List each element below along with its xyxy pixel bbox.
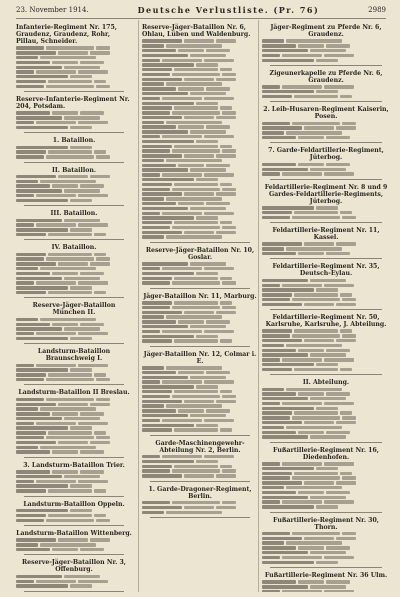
casualty-entry-line	[16, 484, 132, 487]
casualty-entry-line	[16, 180, 132, 183]
casualty-entry-line	[262, 580, 390, 583]
section-divider	[270, 142, 382, 143]
casualty-entry-line	[142, 39, 258, 42]
casualty-entry-line	[16, 277, 132, 280]
casualty-entry-line	[262, 561, 390, 564]
casualty-entry-line	[262, 431, 390, 434]
casualty-entry-line	[262, 349, 390, 352]
casualty-entry-line	[262, 168, 390, 171]
section-divider	[150, 435, 250, 436]
casualty-entry-line	[262, 368, 390, 371]
casualty-entry-line	[142, 178, 258, 181]
casualty-entry-line	[16, 318, 132, 321]
casualty-entry-line	[142, 116, 258, 119]
casualty-entry-line	[262, 585, 390, 588]
casualty-entry-line	[262, 546, 390, 549]
casualty-entry-line	[16, 121, 132, 124]
casualty-entry-line	[16, 155, 132, 158]
section-divider	[24, 205, 124, 206]
casualty-entry-line	[16, 184, 132, 187]
section-divider	[270, 567, 382, 568]
casualty-entry-line	[16, 417, 132, 420]
casualty-entry-line	[16, 548, 132, 551]
casualty-entry-line	[142, 301, 258, 304]
section-divider	[270, 222, 382, 223]
section-heading: Landsturm-Bataillon Wittenberg.	[16, 530, 132, 537]
casualty-entry-line	[262, 59, 390, 62]
casualty-entry-line	[262, 500, 390, 503]
casualty-entry-line	[262, 416, 390, 419]
casualty-entry-line	[16, 199, 132, 202]
section-divider	[24, 343, 124, 344]
column-2	[138, 20, 258, 592]
casualty-entry-line	[142, 281, 258, 284]
casualty-entry-line	[16, 470, 132, 473]
casualty-entry-line	[142, 390, 258, 393]
casualty-entry-line	[16, 398, 132, 401]
casualty-entry-line	[142, 111, 258, 114]
section-divider	[270, 179, 382, 180]
casualty-entry-line	[16, 426, 132, 429]
section-divider	[270, 65, 382, 66]
casualty-entry-line	[142, 511, 258, 514]
casualty-entry-line	[142, 102, 258, 105]
casualty-entry-line	[142, 306, 258, 309]
section-heading: Reserve-Jäger-Bataillon München II.	[32, 302, 116, 317]
casualty-entry-line	[262, 298, 390, 301]
casualty-entry-line	[142, 73, 258, 76]
casualty-entry-line	[262, 131, 390, 134]
casualty-entry-line	[16, 364, 132, 367]
casualty-entry-line	[142, 267, 258, 270]
section-heading: 1. Bataillon.	[52, 137, 96, 145]
section-heading: Feldartillerie-Regiment Nr. 11, Kassel.	[272, 227, 380, 242]
casualty-entry-line	[16, 116, 132, 119]
casualty-entry-line	[16, 378, 132, 381]
section-divider	[24, 162, 124, 163]
casualty-entry-line	[142, 277, 258, 280]
casualty-entry-line	[262, 402, 390, 405]
header-page-number: 2989	[368, 6, 386, 14]
section-divider	[24, 525, 124, 526]
casualty-entry-line	[142, 44, 258, 47]
casualty-entry-line	[262, 216, 390, 219]
section-heading: III. Bataillon.	[50, 210, 98, 218]
casualty-entry-line	[16, 373, 132, 376]
section-heading: Landsturm-Bataillon II Breslau.	[18, 389, 130, 397]
casualty-entry-line	[142, 183, 258, 186]
casualty-entry-line	[142, 212, 258, 215]
casualty-entry-line	[16, 580, 132, 583]
section-heading: Infanterie-Regiment Nr. 175, Graudenz, Graudenz, Rohr, Pillau, Schneider.	[16, 24, 117, 45]
casualty-entry-line	[142, 235, 258, 238]
casualty-entry-line	[262, 247, 390, 250]
casualty-entry-line	[16, 337, 132, 340]
section-heading: 7. Garde-Feldartillerie-Regiment, Jüterbog.	[268, 147, 384, 162]
casualty-entry-line	[262, 44, 390, 47]
casualty-entry-line	[16, 111, 132, 114]
casualty-entry-line	[142, 400, 258, 403]
casualty-entry-line	[142, 460, 258, 463]
casualty-entry-line	[262, 90, 390, 93]
casualty-entry-line	[142, 221, 258, 224]
casualty-entry-line	[262, 288, 390, 291]
section-heading: IV. Bataillon.	[51, 244, 97, 252]
casualty-entry-line	[142, 395, 258, 398]
casualty-entry-line	[16, 66, 132, 69]
casualty-entry-line	[16, 543, 132, 546]
section-divider	[270, 258, 382, 259]
casualty-entry-line	[262, 388, 390, 391]
casualty-entry-line	[262, 556, 390, 559]
casualty-entry-line	[16, 257, 132, 260]
casualty-entry-line	[262, 172, 390, 175]
casualty-entry-line	[142, 168, 258, 171]
casualty-entry-line	[142, 159, 258, 162]
casualty-entry-line	[262, 472, 390, 475]
casualty-entry-line	[262, 486, 390, 489]
section-heading: Jäger-Bataillon Nr. 12, Colmar i. E.	[143, 350, 257, 365]
casualty-entry-line	[142, 54, 258, 57]
casualty-entry-line	[262, 435, 390, 438]
section-divider	[270, 374, 382, 375]
section-heading: II. Abteilung.	[302, 379, 350, 387]
casualty-entry-line	[142, 59, 258, 62]
casualty-entry-line	[142, 311, 258, 314]
section-divider	[150, 481, 250, 482]
casualty-entry-line	[16, 85, 132, 88]
casualty-entry-line	[142, 188, 258, 191]
casualty-entry-line	[262, 353, 390, 356]
casualty-entry-line	[16, 286, 132, 289]
casualty-entry-line	[262, 85, 390, 88]
casualty-entry-line	[262, 541, 390, 544]
section-heading: Zigeunerkapelle zu Pferde Nr. 6, Graudenz.	[269, 69, 383, 84]
casualty-entry-line	[142, 380, 258, 383]
casualty-entry-line	[16, 175, 132, 178]
casualty-entry-line	[142, 78, 258, 81]
casualty-entry-line	[142, 145, 258, 148]
casualty-entry-line	[262, 505, 390, 508]
casualty-entry-line	[142, 130, 258, 133]
casualty-entry-line	[142, 320, 258, 323]
casualty-entry-line	[262, 411, 390, 414]
section-divider	[24, 239, 124, 240]
section-heading: Garde-Maschinengewehr-Abteilung Nr. 2, Berlin.	[155, 439, 245, 454]
casualty-entry-line	[262, 551, 390, 554]
column-1	[16, 20, 132, 592]
casualty-entry-line	[262, 293, 390, 296]
casualty-entry-line	[142, 376, 258, 379]
casualty-entry-line	[142, 325, 258, 328]
casualty-entry-line	[262, 496, 390, 499]
casualty-entry-line	[142, 371, 258, 374]
casualty-entry-line	[262, 491, 390, 494]
casualty-entry-line	[262, 252, 390, 255]
casualty-entry-line	[262, 344, 390, 347]
casualty-entry-line	[262, 49, 390, 52]
casualty-entry-line	[262, 95, 390, 98]
casualty-entry-line	[142, 106, 258, 109]
casualty-entry-line	[16, 126, 132, 129]
casualty-entry-line	[16, 431, 132, 434]
casualty-entry-line	[142, 339, 258, 342]
casualty-entry-line	[262, 163, 390, 166]
casualty-entry-line	[16, 228, 132, 231]
casualty-entry-line	[142, 385, 258, 388]
casualty-entry-line	[142, 315, 258, 318]
section-heading: Fußartillerie-Regiment Nr. 36 Ulm.	[264, 572, 388, 579]
casualty-entry-line	[142, 409, 258, 412]
casualty-entry-line	[262, 392, 390, 395]
casualty-entry-line	[142, 506, 258, 509]
casualty-entry-line	[16, 519, 132, 522]
section-divider	[150, 346, 250, 347]
casualty-entry-line	[16, 509, 132, 512]
casualty-entry-line	[262, 329, 390, 332]
casualty-entry-line	[262, 476, 390, 479]
section-heading: Landsturm-Bataillon Oppeln.	[23, 500, 125, 508]
casualty-entry-line	[262, 421, 390, 424]
header-title: Deutsche Verlustliste. (Pr. 76)	[137, 5, 320, 15]
casualty-entry-line	[16, 61, 132, 64]
section-divider	[270, 442, 382, 443]
casualty-entry-line	[16, 475, 132, 478]
casualty-entry-line	[142, 216, 258, 219]
casualty-entry-line	[142, 419, 258, 422]
casualty-entry-line	[262, 284, 390, 287]
casualty-entry-line	[16, 80, 132, 83]
section-heading: Feldartillerie-Regiment Nr. 8 und 9 Gardes-Feldartillerie-Regiments, Jüterbog.	[264, 183, 388, 205]
casualty-entry-line	[262, 462, 390, 465]
casualty-entry-line	[262, 339, 390, 342]
casualty-entry-line	[262, 407, 390, 410]
section-divider	[24, 297, 124, 298]
section-divider	[24, 384, 124, 385]
casualty-entry-line	[142, 465, 258, 468]
section-heading: 2. Leib-Husaren-Regiment Kaiserin, Posen.	[263, 106, 389, 121]
casualty-entry-line	[142, 125, 258, 128]
casualty-entry-line	[142, 197, 258, 200]
casualty-entry-line	[16, 584, 132, 587]
casualty-entry-line	[16, 323, 132, 326]
casualty-entry-line	[142, 501, 258, 504]
section-divider	[24, 132, 124, 133]
section-heading: 3. Landsturm-Bataillon Trier.	[23, 461, 125, 469]
casualty-entry-line	[142, 164, 258, 167]
casualty-entry-line	[142, 262, 258, 265]
casualty-entry-line	[16, 327, 132, 330]
casualty-entry-line	[262, 467, 390, 470]
casualty-entry-line	[16, 267, 132, 270]
casualty-entry-line	[16, 253, 132, 256]
casualty-entry-line	[142, 149, 258, 152]
casualty-entry-line	[16, 150, 132, 153]
casualty-entry-line	[16, 412, 132, 415]
casualty-entry-line	[16, 223, 132, 226]
casualty-entry-line	[16, 446, 132, 449]
casualty-entry-line	[16, 262, 132, 265]
casualty-entry-line	[262, 334, 390, 337]
section-heading: Jäger-Bataillon Nr. 11, Marburg.	[143, 292, 257, 300]
casualty-entry-line	[262, 426, 390, 429]
casualty-entry-line	[142, 272, 258, 275]
casualty-entry-line	[142, 49, 258, 52]
casualty-entry-line	[142, 414, 258, 417]
casualty-entry-line	[262, 206, 390, 209]
section-divider	[24, 91, 124, 92]
casualty-entry-line	[16, 480, 132, 483]
casualty-entry-line	[16, 291, 132, 294]
section-heading: Feldartillerie-Regiment Nr. 35, Deutsch-Eylau.	[272, 263, 380, 278]
casualty-entry-line	[262, 126, 390, 129]
casualty-entry-line	[262, 532, 390, 535]
casualty-entry-line	[16, 422, 132, 425]
casualty-entry-line	[262, 279, 390, 282]
casualty-entry-line	[142, 68, 258, 71]
section-heading: Feldartillerie-Regiment Nr. 50, Karlsruhe, Karlsruhe, J. Abteilung.	[265, 314, 387, 329]
section-heading: Jäger-Regiment zu Pferde Nr. 6, Graudenz.	[270, 24, 382, 38]
section-heading: Reserve-Jäger-Bataillon Nr. 6, Ohlau, Lüben und Waldenburg.	[142, 24, 251, 38]
page-header	[16, 4, 386, 19]
section-divider	[270, 309, 382, 310]
header-date: 23. November 1914.	[16, 6, 89, 14]
casualty-entry-line	[142, 192, 258, 195]
column-3	[258, 20, 390, 592]
casualty-entry-line	[16, 194, 132, 197]
casualty-entry-line	[16, 75, 132, 78]
casualty-entry-line	[142, 226, 258, 229]
casualty-entry-line	[142, 135, 258, 138]
casualty-entry-line	[142, 92, 258, 95]
casualty-entry-line	[16, 272, 132, 275]
casualty-entry-line	[16, 56, 132, 59]
section-divider	[150, 288, 250, 289]
section-divider	[150, 517, 250, 518]
casualty-entry-line	[142, 207, 258, 210]
casualty-entry-line	[142, 330, 258, 333]
casualty-entry-line	[142, 469, 258, 472]
casualty-entry-line	[142, 202, 258, 205]
casualty-entry-line	[16, 70, 132, 73]
casualty-entry-line	[142, 335, 258, 338]
casualty-entry-line	[16, 51, 132, 54]
casualty-entry-line	[142, 404, 258, 407]
casualty-entry-line	[262, 242, 390, 245]
section-divider	[24, 591, 124, 592]
casualty-entry-line	[16, 514, 132, 517]
section-heading: 1. Garde-Dragoner-Regiment, Berlin.	[148, 485, 252, 500]
casualty-entry-line	[16, 189, 132, 192]
casualty-entry-line	[16, 332, 132, 335]
casualty-entry-line	[262, 358, 390, 361]
section-heading: Reserve-Jäger-Bataillon Nr. 10, Goslar.	[145, 246, 255, 261]
casualty-entry-line	[16, 450, 132, 453]
casualty-entry-line	[16, 575, 132, 578]
casualty-entry-line	[16, 407, 132, 410]
casualty-entry-line	[142, 97, 258, 100]
section-heading: II. Bataillon.	[51, 166, 97, 174]
section-divider	[24, 457, 124, 458]
casualty-entry-line	[262, 211, 390, 214]
casualty-entry-line	[142, 121, 258, 124]
casualty-entry-line	[142, 366, 258, 369]
section-divider	[24, 496, 124, 497]
casualty-entry-line	[16, 538, 132, 541]
casualty-entry-line	[142, 87, 258, 90]
section-divider	[150, 242, 250, 243]
casualty-entry-line	[16, 233, 132, 236]
casualty-entry-line	[16, 281, 132, 284]
casualty-entry-line	[142, 428, 258, 431]
section-divider	[270, 512, 382, 513]
section-heading: Fußartillerie-Regiment Nr. 30, Thorn.	[273, 516, 379, 531]
casualty-entry-line	[262, 363, 390, 366]
section-heading: Reserve-Jäger-Bataillon Nr. 3, Offenburg.	[22, 559, 126, 574]
section-divider	[270, 101, 382, 102]
section-divider	[24, 554, 124, 555]
casualty-entry-line	[142, 173, 258, 176]
casualty-entry-line	[262, 136, 390, 139]
casualty-entry-line	[142, 154, 258, 157]
casualty-entry-line	[16, 489, 132, 492]
casualty-entry-line	[16, 368, 132, 371]
casualty-entry-line	[142, 140, 258, 143]
section-heading: Fußartillerie-Regiment Nr. 16, Diedenhofen.	[273, 446, 379, 461]
casualty-entry-line	[262, 122, 390, 125]
casualty-entry-line	[262, 303, 390, 306]
casualty-entry-line	[16, 146, 132, 149]
casualty-entry-line	[262, 590, 390, 592]
casualty-entry-line	[16, 441, 132, 444]
casualty-entry-line	[142, 63, 258, 66]
casualty-entry-line	[142, 231, 258, 234]
casualty-entry-line	[142, 82, 258, 85]
casualty-entry-line	[16, 436, 132, 439]
casualty-entry-line	[142, 474, 258, 477]
section-heading: Reserve-Infanterie-Regiment Nr. 204, Potsdam.	[16, 96, 130, 111]
casualty-entry-line	[262, 481, 390, 484]
casualty-entry-line	[262, 537, 390, 540]
casualty-entry-line	[16, 219, 132, 222]
casualty-entry-line	[16, 403, 132, 406]
casualty-entry-line	[262, 397, 390, 400]
section-heading: Landsturm-Bataillon Braunschweig I.	[37, 348, 111, 363]
casualty-entry-line	[142, 455, 258, 458]
casualty-entry-line	[142, 424, 258, 427]
casualty-entry-line	[262, 54, 390, 57]
casualty-entry-line	[16, 46, 132, 49]
casualty-entry-line	[262, 39, 390, 42]
